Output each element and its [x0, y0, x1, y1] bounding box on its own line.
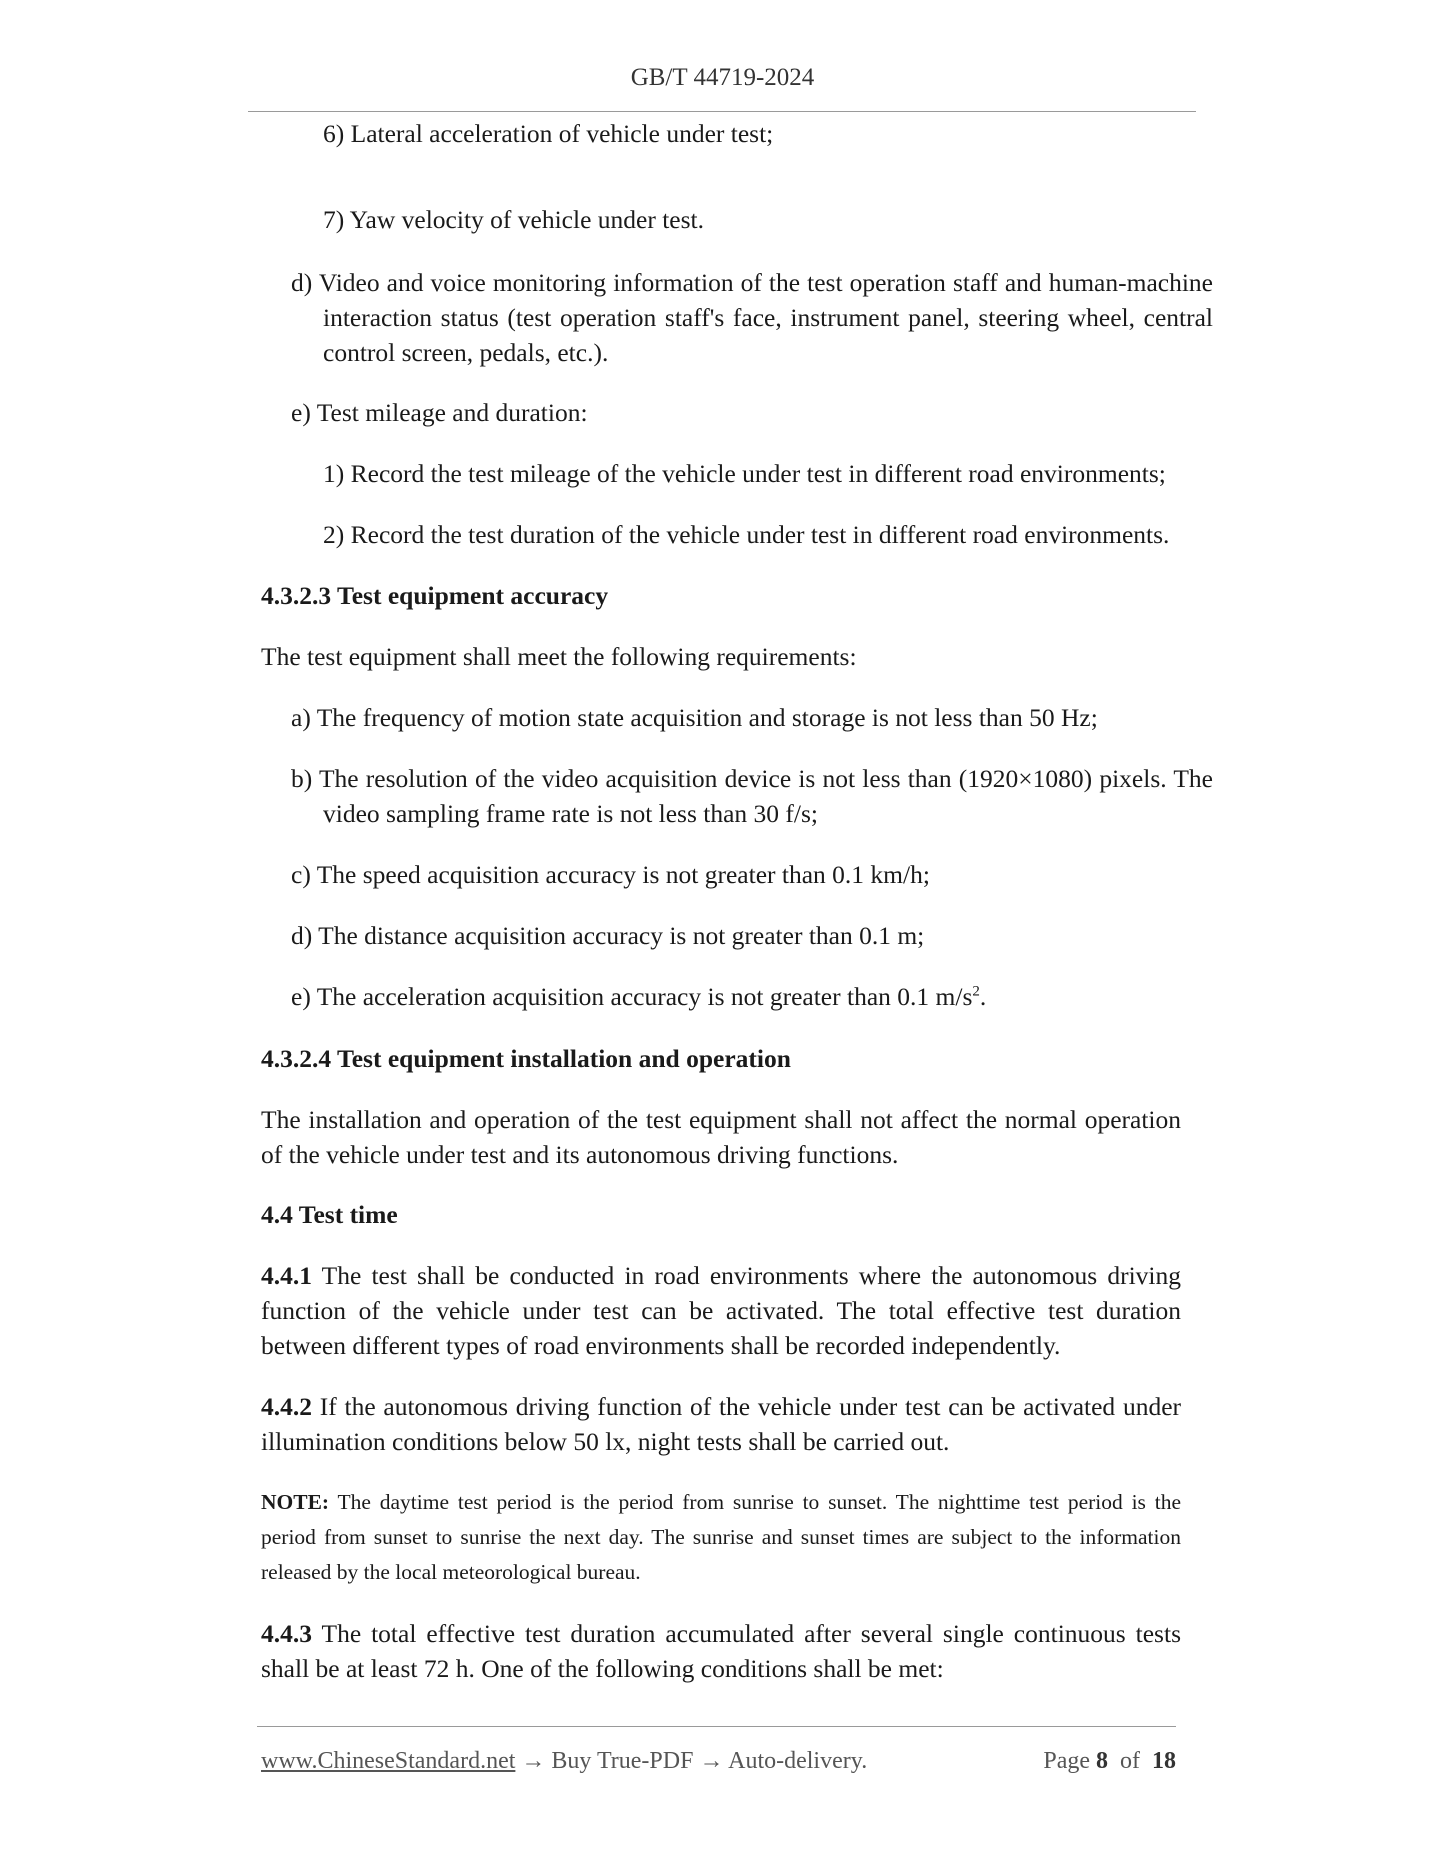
note-paragraph — [261, 1485, 1181, 1590]
list-item-e1: 1) Record the test mileage of the vehicle under test in different road environments; — [323, 459, 1166, 488]
clause-number-443: 4.4.3 — [261, 1619, 312, 1648]
list-item-acc-e — [291, 979, 986, 1014]
note-label: NOTE: — [261, 1490, 330, 1514]
page-footer — [261, 1748, 1176, 1775]
list-item-d: d) Video and voice monitoring information of the test operation staff and human-machine interaction status (test operation staff's face, instrument panel, steering wheel, central control screen, pedals, etc.). — [291, 268, 1213, 367]
list-item-c7: 7) Yaw velocity of vehicle under test. — [323, 205, 704, 234]
list-item-acc-b: b) The resolution of the video acquisition device is not less than (1920×1080) pixels. The video sampling frame rate is not less than 30 f/s; — [291, 764, 1213, 828]
paragraph-442 — [261, 1389, 1181, 1459]
footer-divider — [257, 1726, 1176, 1727]
footer-tagline: → Buy True-PDF → Auto-delivery. — [515, 1748, 868, 1774]
clause-number-441: 4.4.1 — [261, 1261, 312, 1290]
clause-text-442: If the autonomous driving function of the vehicle under test can be activated under illumination conditions below 50 lx, night tests shall be carried out. — [261, 1392, 1181, 1456]
page-of-label: of — [1120, 1748, 1140, 1774]
page-current: 8 — [1096, 1748, 1108, 1774]
list-item-acc-c: c) The speed acquisition accuracy is not greater than 0.1 km/h; — [291, 860, 930, 889]
acc-e-superscript: 2 — [972, 983, 980, 1000]
page-total: 18 — [1152, 1748, 1176, 1774]
list-item-acc-a: a) The frequency of motion state acquisition and storage is not less than 50 Hz; — [291, 703, 1098, 732]
list-item-e2: 2) Record the test duration of the vehicle under test in different road environments. — [323, 520, 1170, 549]
list-item-acc-d: d) The distance acquisition accuracy is not greater than 0.1 m; — [291, 921, 925, 950]
website-link[interactable]: www.ChineseStandard.net — [261, 1748, 516, 1774]
section-heading-4323: 4.3.2.3 Test equipment accuracy — [261, 581, 609, 610]
clause-text-443: The total effective test duration accumulated after several single continuous tests shall be at least 72 h. One of the following conditions shall be met: — [261, 1619, 1181, 1683]
clause-text-441: The test shall be conducted in road environments where the autonomous driving function of the vehicle under test can be activated. The total effective test duration between different types of road environments shall be recorded independently. — [261, 1261, 1181, 1360]
paragraph-4323-intro: The test equipment shall meet the following requirements: — [261, 642, 857, 671]
paragraph-4324: The installation and operation of the test equipment shall not affect the normal operation of the vehicle under test and its autonomous driving functions. — [261, 1105, 1181, 1169]
page-number — [1043, 1748, 1176, 1775]
paragraph-441 — [261, 1258, 1181, 1363]
section-heading-44: 4.4 Test time — [261, 1200, 398, 1229]
list-item-e: e) Test mileage and duration: — [291, 398, 588, 427]
list-item-c6: 6) Lateral acceleration of vehicle under test; — [323, 119, 774, 148]
clause-number-442: 4.4.2 — [261, 1392, 312, 1421]
page-label: Page — [1043, 1748, 1090, 1774]
acc-e-text: e) The acceleration acquisition accuracy is not greater than 0.1 m/s — [291, 982, 973, 1011]
note-text: The daytime test period is the period from sunrise to sunset. The nighttime test period is the period from sunset to sunrise the next day. The sunrise and sunset times are subject to the information released by the local meteorological bureau. — [261, 1490, 1181, 1584]
paragraph-443 — [261, 1616, 1181, 1686]
page-header-doc-id: GB/T 44719-2024 — [630, 64, 815, 91]
acc-e-end: . — [979, 982, 987, 1011]
section-heading-4324: 4.3.2.4 Test equipment installation and operation — [261, 1044, 791, 1073]
header-divider — [248, 111, 1196, 112]
